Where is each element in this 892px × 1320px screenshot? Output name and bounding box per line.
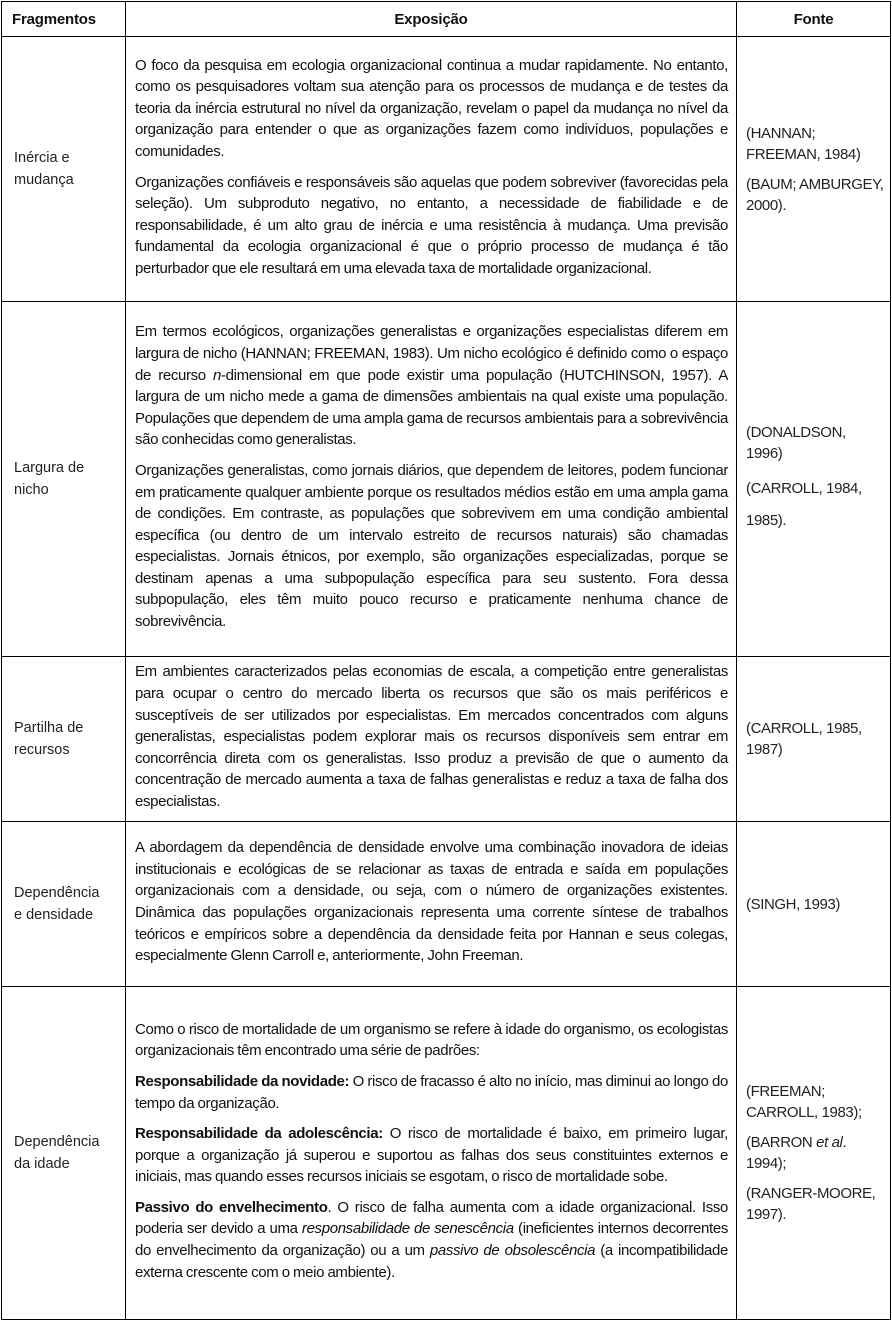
- exposicao-paragraph: [135, 172, 728, 280]
- text-run: (BAUM; AMBURGEY, 2000).: [746, 175, 884, 214]
- table-row-dependencia-idade: [2, 987, 891, 1320]
- fragmento-line: Inércia e: [14, 150, 70, 166]
- exposicao-paragraph: [135, 837, 728, 967]
- table-row-partilha-recursos: [2, 657, 891, 822]
- text-run: Em ambientes caracterizados pelas economias de escala, a competição entre generalistas para ocupar o centro do mercado liberta os recursos que são os mais periféricos e susceptíveis de ser utilizados por especialistas. Em mercados concentrados com alguns generalistas, especialistas podem explorar mais os recursos disponíveis sem entrar em concorrência direta com os generalistas. Isso produz a previsão de que o aumento da concentração de mercado aumenta a taxa de falhas generalistas e reduz a taxa de falha dos especialistas.: [135, 663, 728, 810]
- exposicao-cell: [126, 302, 737, 657]
- text-run: . O risco de falha aumenta com a idade organizacional. Isso poderia ser devido a uma: [135, 1198, 728, 1238]
- fragmento-line: da idade: [14, 1156, 70, 1172]
- exposicao-paragraph: [135, 1197, 728, 1283]
- fonte-citation: [746, 1183, 884, 1225]
- bold-term: Passivo do envelhecimento: [135, 1198, 328, 1216]
- fragmento-line: Dependência: [14, 1134, 100, 1150]
- fonte-cell: [737, 37, 891, 302]
- fragmento-cell: [2, 37, 126, 302]
- fragmento-cell: [2, 657, 126, 822]
- text-run: Em termos ecológicos, organizações generalistas e organizações especialistas diferem em largura de nicho (HANNAN; FREEMAN, 1983). Um nicho ecológico é definido como o espaço de recurso: [135, 323, 728, 384]
- fonte-citation: [746, 718, 884, 760]
- bold-term: Responsabilidade da novidade:: [135, 1072, 350, 1090]
- text-run: O risco de fracasso é alto no início, mas diminui ao longo do tempo da organização.: [135, 1072, 728, 1112]
- exposicao-paragraph: [135, 460, 728, 633]
- fragmento-line: recursos: [14, 742, 70, 758]
- text-run: . 1994);: [746, 1134, 847, 1172]
- exposicao-cell: [126, 822, 737, 987]
- fragmento-line: nicho: [14, 482, 49, 498]
- text-run: O foco da pesquisa em ecologia organizacional continua a mudar rapidamente. No entanto, como os pesquisadores voltam sua atenção para os processos de mudança e de testes da teoria da inércia estrutural no nível da organização, revelam o papel da mudança no nível da organização para entender o que as organizações fazem como indivíduos, populações e comunidades.: [135, 56, 728, 160]
- exposicao-paragraph: [135, 1019, 728, 1062]
- fonte-citation: [746, 1081, 884, 1123]
- exposicao-cell: [126, 987, 737, 1320]
- exposicao-paragraph: [135, 661, 728, 812]
- text-run: (BARRON: [746, 1134, 817, 1151]
- text-run: (ineficientes internos decorrentes do envelhecimento da organização) ou a um: [135, 1220, 728, 1260]
- bold-term: Responsabilidade da adolescência:: [135, 1125, 383, 1143]
- fragmento-line: e densidade: [14, 907, 94, 923]
- fragmento-cell: [2, 302, 126, 657]
- italic-term: responsabilidade de senescência: [301, 1220, 514, 1238]
- fonte-citation: [746, 894, 884, 915]
- exposicao-paragraph: [135, 321, 728, 451]
- fonte-citation: [746, 174, 884, 216]
- fonte-cell: [737, 987, 891, 1320]
- text-run: -dimensional em que pode existir uma população (HUTCHINSON, 1957). A largura de um nicho mede a gama de dimensões ambientais na qual existe uma população. Populações que dependem de uma ampla gama de recursos ambientais para a sobrevivência são conhecidas como generalistas.: [135, 366, 728, 449]
- exposicao-paragraph: [135, 1071, 728, 1114]
- italic-term: passivo de obsolescência: [429, 1242, 596, 1260]
- fonte-citation: [746, 1132, 884, 1174]
- text-run: O risco de mortalidade é baixo, em primeiro lugar, porque a organização já superou e suportou as falhas dos seus constituintes externos e iniciais, mas quando esses recursos iniciais se esgotam, o risco de mortalidade sobe.: [135, 1125, 728, 1186]
- table-row-dependencia-densidade: [2, 822, 891, 987]
- text-run: (a incompatibilidade externa crescente com o meio ambiente).: [135, 1242, 728, 1281]
- text-run: Organizações confiáveis e responsáveis são aquelas que podem sobreviver (favorecidas pela seleção). Um subproduto negativo, no entanto, a necessidade de fiabilidade e de responsabilidade, é um alto grau de inércia e uma resistência à mudança. Uma previsão fundamental da ecologia organizacional é que o próprio processo de mudança é tão perturbador que ele resultará em uma elevada taxa de mortalidade organizacional.: [135, 173, 728, 277]
- fragmento-line: mudança: [14, 172, 74, 188]
- text-run: (DONALDSON, 1996): [746, 423, 846, 462]
- header-fonte: Fonte: [737, 2, 891, 37]
- italic-term: et al: [816, 1134, 843, 1151]
- fragmento-line: Largura de: [14, 460, 85, 476]
- citation-table: [1, 1, 891, 1320]
- table-body: [2, 37, 891, 1320]
- table-row-inercia-mudanca: [2, 37, 891, 302]
- text-run: (HANNAN; FREEMAN, 1984): [746, 124, 861, 163]
- text-run: A abordagem da dependência de densidade envolve uma combinação inovadora de ideias institucionais e ecológicas de se relacionar as taxas de entrada e saída em populações organizacionais com a densidade, ou seja, com o número de organizações existentes. Dinâmica das populações organizacionais representa uma corrente síntese de trabalhos teóricos e empíricos sobre a dependência da densidade feita por Hannan e seus colegas, especialmente Glenn Carroll e, anteriormente, John Freeman.: [135, 839, 728, 965]
- italic-term: n: [212, 366, 221, 384]
- fonte-cell: [737, 822, 891, 987]
- text-run: (CARROLL, 1985, 1987): [746, 720, 862, 758]
- fragmento-line: Dependência: [14, 885, 100, 901]
- header-exposicao: Exposição: [126, 2, 737, 37]
- fragmento-line: Partilha de: [14, 720, 84, 736]
- fonte-citation: [746, 473, 884, 537]
- text-run: (SINGH, 1993): [746, 895, 840, 913]
- fonte-cell: [737, 657, 891, 822]
- text-run: Como o risco de mortalidade de um organismo se refere à idade do organismo, os ecologistas organizacionais têm encontrado uma série de padrões:: [135, 1020, 728, 1060]
- text-run: Organizações generalistas, como jornais diários, que dependem de leitores, podem funcionar em praticamente qualquer ambiente porque os resultados médios estão em uma ampla gama de condições. Em contraste, as populações que sobrevivem em uma condição ambiental específica (ou dentro de um intervalo estreito de recursos naturais) são chamadas especialistas. Jornais étnicos, por exemplo, são organizações especializadas, porque se destinam apenas a uma subpopulação específica para seu sustento. Fora dessa subpopulação, eles têm muito pouco recurso e praticamente nenhuma chance de sobrevivência.: [135, 461, 728, 631]
- fonte-citation: [746, 422, 884, 464]
- header-fragmentos: Fragmentos: [2, 2, 126, 37]
- text-run: (CARROLL, 1984, 1985).: [746, 479, 862, 529]
- table-row-largura-nicho: [2, 302, 891, 657]
- exposicao-cell: [126, 657, 737, 822]
- fonte-citation: [746, 123, 884, 165]
- text-run: (FREEMAN; CARROLL, 1983);: [746, 1083, 862, 1121]
- fonte-cell: [737, 302, 891, 657]
- exposicao-paragraph: [135, 55, 728, 163]
- header-row: [2, 2, 891, 37]
- fragmento-cell: [2, 822, 126, 987]
- exposicao-cell: [126, 37, 737, 302]
- fragmento-cell: [2, 987, 126, 1320]
- exposicao-paragraph: [135, 1123, 728, 1188]
- text-run: (RANGER-MOORE, 1997).: [746, 1185, 876, 1223]
